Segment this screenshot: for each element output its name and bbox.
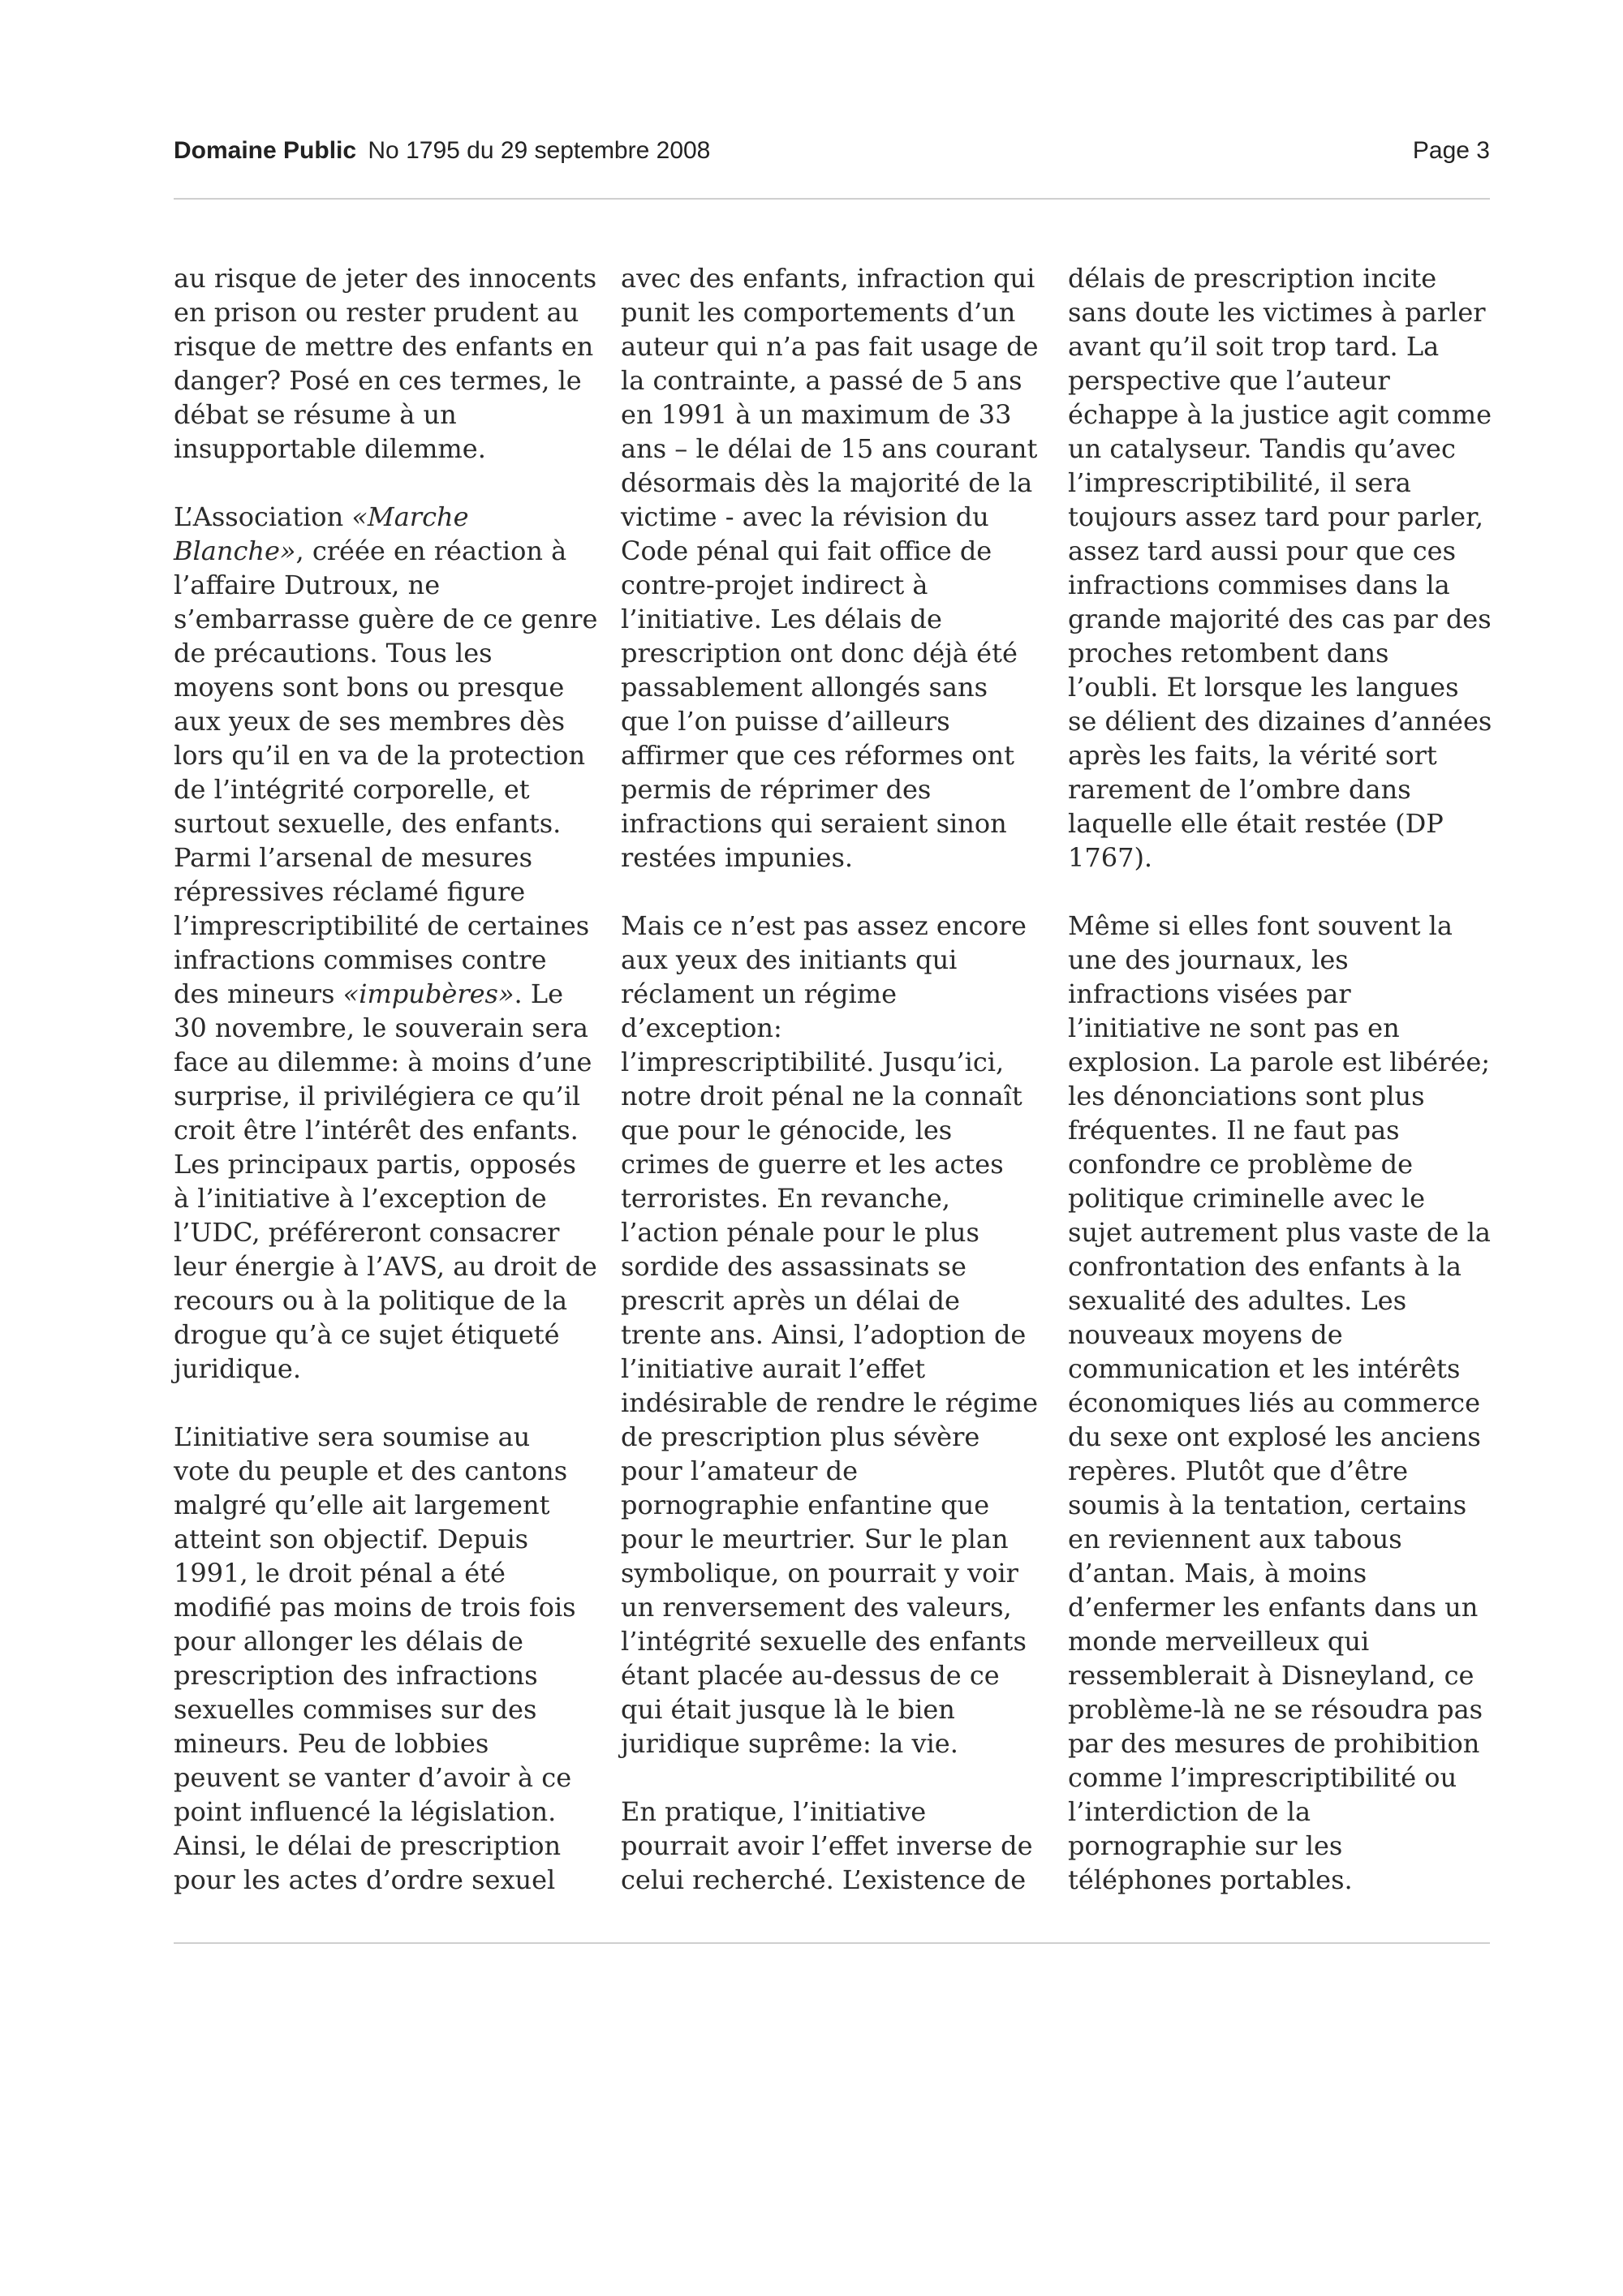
text-line: Parmi l’arsenal de mesures (174, 842, 533, 873)
text-line: délais de prescription incite (1068, 263, 1437, 294)
text-line: confondre ce problème de (1068, 1149, 1414, 1180)
text-line: d’exception: (621, 1013, 782, 1043)
paragraph (1068, 909, 1490, 1897)
text-line: lors qu’il en va de la protection (174, 740, 586, 771)
text-column-1 (174, 261, 596, 1916)
text-line: nouveaux moyens de (1068, 1319, 1343, 1350)
text-line: l’imprescriptibilité, il sera (1068, 467, 1411, 498)
text-line: moyens sont bons ou presque (174, 672, 565, 703)
text-line: les dénonciations sont plus (1068, 1081, 1425, 1111)
text-line: à l’initiative à l’exception de (174, 1183, 547, 1214)
text-line: leur énergie à l’AVS, au droit de (174, 1251, 597, 1282)
text-line: pour le meurtrier. Sur le plan (621, 1524, 1009, 1554)
text-line: l’UDC, préféreront consacrer (174, 1217, 560, 1248)
text-line: insupportable dilemme. (174, 433, 486, 464)
text-line: en prison ou rester prudent au (174, 297, 579, 328)
text-line: sordide des assassinats se (621, 1251, 966, 1282)
text-line: Les principaux partis, opposés (174, 1149, 576, 1180)
text-line: au risque de jeter des innocents (174, 263, 597, 294)
paragraph (1068, 261, 1490, 875)
text-line: l’action pénale pour le plus (621, 1217, 979, 1248)
text-line: assez tard aussi pour que ces (1068, 535, 1457, 566)
text-line: prescrit après un délai de (621, 1285, 960, 1316)
page-header (174, 131, 1490, 170)
text-line: permis de réprimer des (621, 774, 932, 805)
text-line: celui recherché. L’existence de (621, 1864, 1027, 1895)
text-line: explosion. La parole est libérée; (1068, 1047, 1491, 1077)
header-divider (174, 198, 1490, 200)
text-line: restées impunies. (621, 842, 854, 873)
text-line: surprise, il privilégiera ce qu’il (174, 1081, 581, 1111)
text-line: malgré qu’elle ait largement (174, 1490, 550, 1520)
text-line: affirmer que ces réformes ont (621, 740, 1014, 771)
text-line: repères. Plutôt que d’être (1068, 1455, 1409, 1486)
text-line: pourrait avoir l’effet inverse de (621, 1830, 1033, 1861)
text-line: croit être l’intérêt des enfants. (174, 1115, 579, 1146)
article-columns (174, 261, 1490, 1916)
text-line: infractions commises dans la (1068, 570, 1450, 600)
text-line: par des mesures de prohibition (1068, 1728, 1480, 1759)
text-line: après les faits, la vérité sort (1068, 740, 1437, 771)
publication-name: Domaine Public (174, 137, 357, 164)
text-line: auteur qui n’a pas fait usage de (621, 331, 1039, 362)
text-line: laquelle elle était restée (DP (1068, 808, 1444, 839)
header-publication-line (174, 137, 710, 165)
text-line: grande majorité des cas par des (1068, 604, 1492, 634)
text-line: symbolique, on pourrait y voir (621, 1558, 1018, 1589)
text-line: fréquentes. Il ne faut pas (1068, 1115, 1400, 1146)
text-line: pour allonger les délais de (174, 1626, 523, 1657)
text-line: vote du peuple et des cantons (174, 1455, 568, 1486)
text-line: d’enfermer les enfants dans un (1068, 1592, 1479, 1623)
footer-divider (174, 1942, 1490, 1944)
text-line: confrontation des enfants à la (1068, 1251, 1462, 1282)
text-line: Ainsi, le délai de prescription (174, 1830, 562, 1861)
text-line: L’Association «Marche (174, 501, 469, 532)
text-line: infractions commises contre (174, 944, 547, 975)
text-line: aux yeux des initiants qui (621, 944, 958, 975)
text-line: ans – le délai de 15 ans courant (621, 433, 1038, 464)
text-line: point influencé la législation. (174, 1796, 557, 1827)
text-line: juridique. (174, 1353, 301, 1384)
paragraph (174, 261, 596, 466)
text-line: Blanche», créée en réaction à (174, 535, 567, 566)
text-line: infractions qui seraient sinon (621, 808, 1007, 839)
paragraph (621, 1795, 1043, 1897)
text-line: face au dilemme: à moins d’une (174, 1047, 592, 1077)
text-line: de précautions. Tous les (174, 638, 493, 669)
text-line: rarement de l’ombre dans (1068, 774, 1411, 805)
text-line: contre-projet indirect à (621, 570, 928, 600)
text-line: sujet autrement plus vaste de la (1068, 1217, 1491, 1248)
text-line: indésirable de rendre le régime (621, 1387, 1039, 1418)
text-line: téléphones portables. (1068, 1864, 1353, 1895)
text-line: une des journaux, les (1068, 944, 1349, 975)
text-line: En pratique, l’initiative (621, 1796, 927, 1827)
text-line: Même si elles font souvent la (1068, 910, 1453, 941)
text-line: crimes de guerre et les actes (621, 1149, 1004, 1180)
page-number: Page 3 (1412, 137, 1490, 164)
text-line: pornographie sur les (1068, 1830, 1343, 1861)
text-line: l’initiative ne sont pas en (1068, 1013, 1400, 1043)
text-line: de prescription plus sévère (621, 1421, 980, 1452)
text-line: monde merveilleux qui (1068, 1626, 1370, 1657)
paragraph (621, 261, 1043, 875)
text-line: Code pénal qui fait office de (621, 535, 992, 566)
text-line: débat se résume à un (174, 399, 457, 430)
text-line: peuvent se vanter d’avoir à ce (174, 1762, 572, 1793)
text-line: L’initiative sera soumise au (174, 1421, 531, 1452)
text-line: prescription des infractions (174, 1660, 538, 1691)
text-line: punit les comportements d’un (621, 297, 1016, 328)
text-line: Mais ce n’est pas assez encore (621, 910, 1027, 941)
text-line: ressemblerait à Disneyland, ce (1068, 1660, 1474, 1691)
text-line: pour l’amateur de (621, 1455, 859, 1486)
text-line: passablement allongés sans (621, 672, 988, 703)
text-line: victime - avec la révision du (621, 501, 989, 532)
text-line: que l’on puisse d’ailleurs (621, 706, 950, 737)
text-line: sans doute les victimes à parler (1068, 297, 1486, 328)
text-line: 1991, le droit pénal a été (174, 1558, 506, 1589)
text-line: se délient des dizaines d’années (1068, 706, 1492, 737)
text-line: l’imprescriptibilité de certaines (174, 910, 590, 941)
text-line: toujours assez tard pour parler, (1068, 501, 1484, 532)
text-line: avant qu’il soit trop tard. La (1068, 331, 1440, 362)
text-line: l’oubli. Et lorsque les langues (1068, 672, 1459, 703)
paragraph (174, 500, 596, 1386)
text-line: problème-là ne se résoudra pas (1068, 1694, 1483, 1725)
text-line: un renversement des valeurs, (621, 1592, 1012, 1623)
text-line: réclament un régime (621, 978, 898, 1009)
text-line: qui était jusque là le bien (621, 1694, 955, 1725)
text-line: en reviennent aux tabous (1068, 1524, 1402, 1554)
text-line: s’embarrasse guère de ce genre (174, 604, 598, 634)
text-line: l’initiative aurait l’effet (621, 1353, 926, 1384)
text-line: un catalyseur. Tandis qu’avec (1068, 433, 1456, 464)
text-line: l’interdiction de la (1068, 1796, 1311, 1827)
paragraph (621, 909, 1043, 1761)
text-column-2 (621, 261, 1043, 1916)
text-line: répressives réclamé figure (174, 876, 526, 907)
text-line: modifié pas moins de trois fois (174, 1592, 576, 1623)
issue-info: No 1795 du 29 septembre 2008 (368, 137, 711, 164)
text-line: étant placée au-dessus de ce (621, 1660, 1000, 1691)
text-line: trente ans. Ainsi, l’adoption de (621, 1319, 1027, 1350)
text-line: en 1991 à un maximum de 33 (621, 399, 1012, 430)
text-line: recours ou à la politique de la (174, 1285, 568, 1316)
text-line: désormais dès la majorité de la (621, 467, 1033, 498)
text-line: économiques liés au commerce (1068, 1387, 1481, 1418)
text-line: des mineurs «impubères». Le (174, 978, 564, 1009)
text-line: danger? Posé en ces termes, le (174, 365, 582, 396)
text-line: échappe à la justice agit comme (1068, 399, 1492, 430)
text-line: que pour le génocide, les (621, 1115, 953, 1146)
text-line: risque de mettre des enfants en (174, 331, 594, 362)
text-line: l’affaire Dutroux, ne (174, 570, 441, 600)
text-line: proches retombent dans (1068, 638, 1389, 669)
text-line: pornographie enfantine que (621, 1490, 990, 1520)
text-line: surtout sexuelle, des enfants. (174, 808, 562, 839)
text-line: l’initiative. Les délais de (621, 604, 942, 634)
text-line: drogue qu’à ce sujet étiqueté (174, 1319, 560, 1350)
text-line: sexualité des adultes. Les (1068, 1285, 1407, 1316)
text-line: l’imprescriptibilité. Jusqu’ici, (621, 1047, 1005, 1077)
text-line: terroristes. En revanche, (621, 1183, 950, 1214)
text-line: 30 novembre, le souverain sera (174, 1013, 588, 1043)
text-line: sexuelles commises sur des (174, 1694, 537, 1725)
text-line: perspective que l’auteur (1068, 365, 1390, 396)
text-line: du sexe ont explosé les anciens (1068, 1421, 1481, 1452)
text-line: l’intégrité sexuelle des enfants (621, 1626, 1027, 1657)
text-line: de l’intégrité corporelle, et (174, 774, 530, 805)
text-line: d’antan. Mais, à moins (1068, 1558, 1367, 1589)
paragraph (174, 1420, 596, 1897)
text-line: pour les actes d’ordre sexuel (174, 1864, 556, 1895)
text-line: infractions visées par (1068, 978, 1351, 1009)
text-line: la contrainte, a passé de 5 ans (621, 365, 1022, 396)
text-line: 1767). (1068, 842, 1153, 873)
text-line: communication et les intérêts (1068, 1353, 1461, 1384)
text-line: atteint son objectif. Depuis (174, 1524, 529, 1554)
text-line: juridique suprême: la vie. (621, 1728, 958, 1759)
text-line: avec des enfants, infraction qui (621, 263, 1035, 294)
text-line: comme l’imprescriptibilité ou (1068, 1762, 1457, 1793)
text-line: prescription ont donc déjà été (621, 638, 1018, 669)
text-line: notre droit pénal ne la connaît (621, 1081, 1022, 1111)
text-line: soumis à la tentation, certains (1068, 1490, 1467, 1520)
text-line: aux yeux de ses membres dès (174, 706, 566, 737)
text-column-3 (1068, 261, 1490, 1916)
text-line: mineurs. Peu de lobbies (174, 1728, 489, 1759)
text-line: politique criminelle avec le (1068, 1183, 1426, 1214)
